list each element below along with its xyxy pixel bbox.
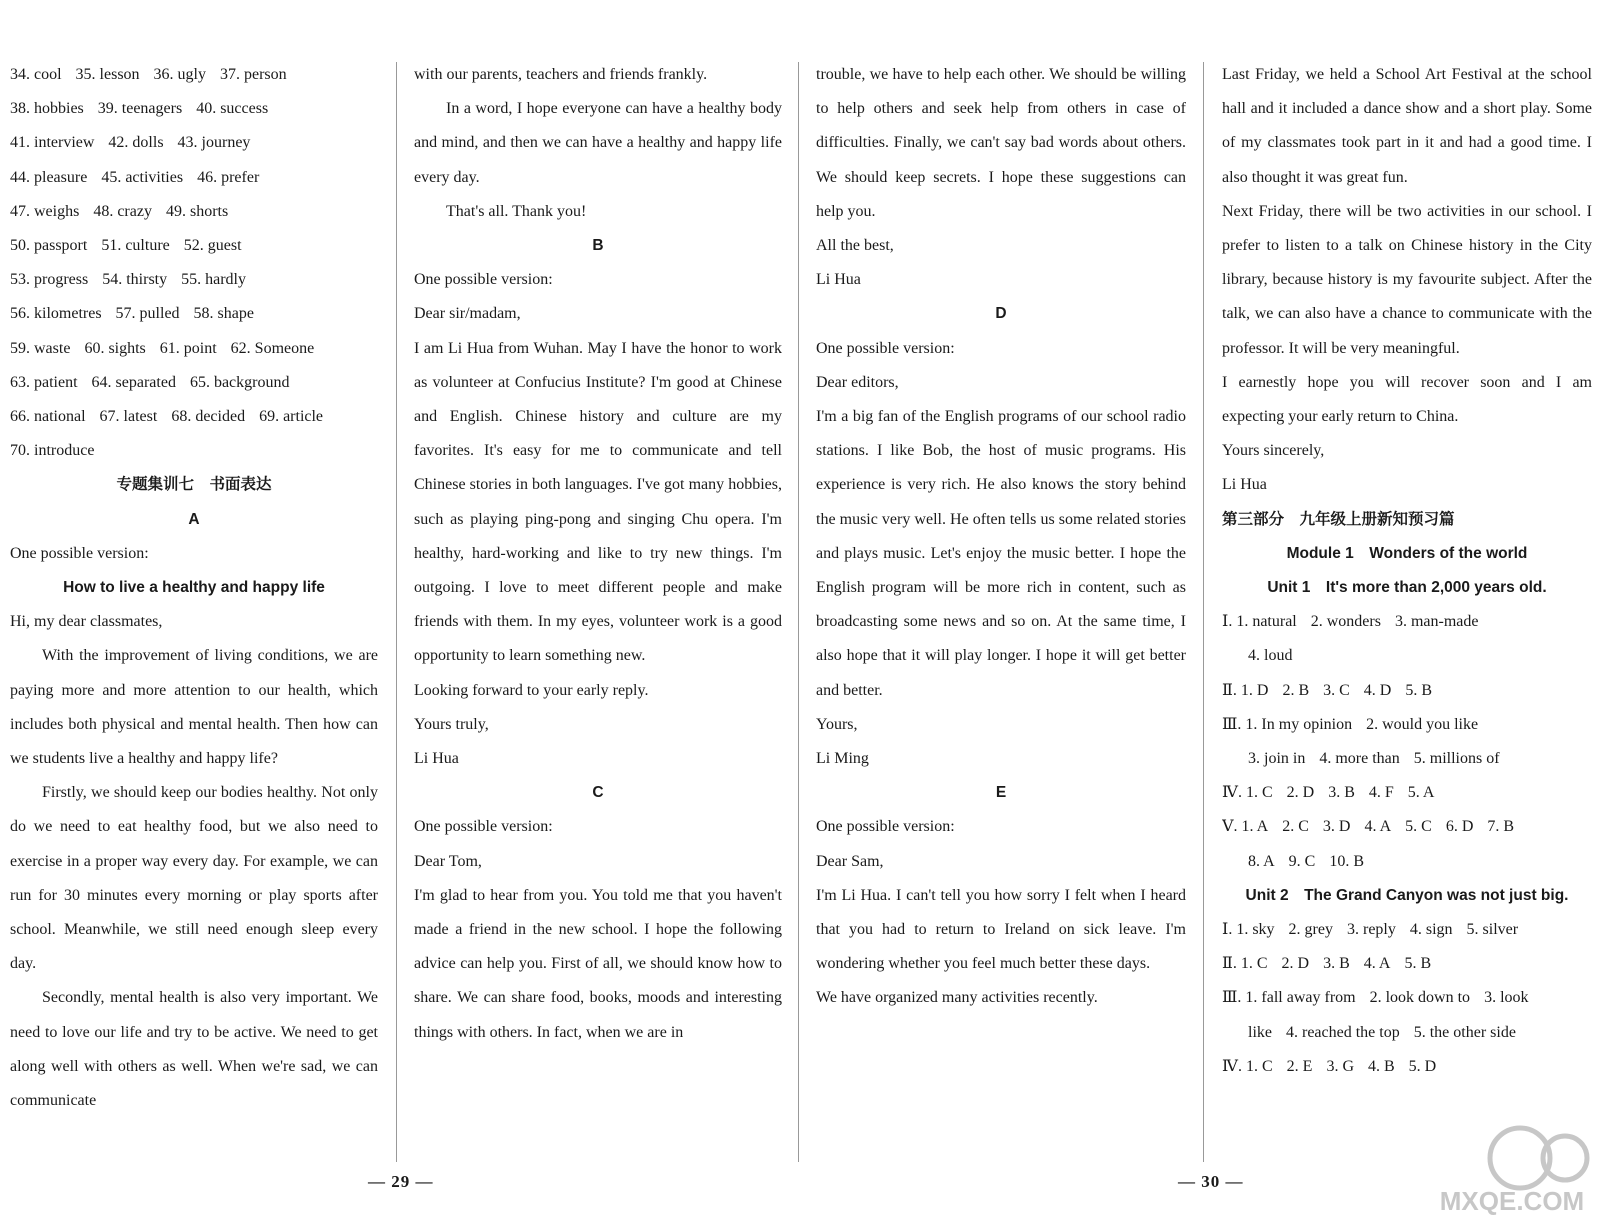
letter-heading: C xyxy=(592,784,604,802)
answer-item: 2. C xyxy=(1282,818,1309,836)
answer-item: 2. D xyxy=(1286,784,1315,802)
version-label: One possible version: xyxy=(816,339,955,357)
paragraph: That's all. Thank you! xyxy=(446,202,587,220)
watermark-logo xyxy=(1420,1118,1600,1223)
greeting: Dear Tom, xyxy=(414,852,482,870)
paragraph: I earnestly hope you will recover soon and I am expecting your early return to China. xyxy=(1222,373,1592,426)
answer-item: 39. teenagers xyxy=(97,100,183,118)
closing: Looking forward to your early reply. xyxy=(414,681,649,699)
paragraph: Secondly, mental health is also very important. We need to love our life and try to be active. We need to get along well with others as well. When we're sad, we can communicate xyxy=(10,989,378,1110)
answer-item: 55. hardly xyxy=(181,271,246,289)
answer-row xyxy=(10,263,378,297)
answer-item: 45. activities xyxy=(101,168,184,186)
answer-item: 5. C xyxy=(1405,818,1432,836)
answer-row xyxy=(10,58,378,92)
paragraph: with our parents, teachers and friends frankly. xyxy=(414,66,708,83)
version-label: One possible version: xyxy=(414,271,553,289)
column-2 xyxy=(414,58,782,1168)
unit-title: Unit 1 It's more than 2,000 years old. xyxy=(1267,579,1547,597)
unit2-answers xyxy=(1222,913,1592,1084)
letter-heading: D xyxy=(995,305,1007,323)
version-label: One possible version: xyxy=(10,544,149,562)
answer-row xyxy=(10,92,378,126)
module-title: Module 1 Wonders of the world xyxy=(1286,544,1528,562)
answer-item: 7. B xyxy=(1487,818,1515,836)
answer-row xyxy=(1222,674,1592,708)
signoff: Yours truly, xyxy=(414,715,489,733)
answer-row xyxy=(1222,1016,1592,1050)
unit-title: Unit 2 The Grand Canyon was not just big. xyxy=(1245,886,1569,904)
answer-item: Ⅰ. 1. sky xyxy=(1222,921,1275,939)
answer-item: 4. reached the top xyxy=(1286,1023,1400,1041)
answer-item: 54. thirsty xyxy=(102,271,168,289)
answer-item: 2. look down to xyxy=(1369,989,1471,1007)
answer-item: Ⅳ. 1. C xyxy=(1222,1057,1273,1075)
answer-item: Ⅴ. 1. A xyxy=(1222,818,1269,836)
answer-row xyxy=(1222,776,1592,810)
column-divider xyxy=(798,62,799,1162)
answer-item: 3. reply xyxy=(1346,921,1396,939)
signature: Li Hua xyxy=(1222,476,1267,494)
signature: Li Hua xyxy=(414,750,459,768)
page-number-right: — 30 — xyxy=(1178,1172,1244,1191)
answer-item: 66. national xyxy=(10,408,86,426)
answer-item: 4. F xyxy=(1368,784,1394,802)
answer-row xyxy=(1222,845,1592,879)
signoff: All the best, xyxy=(816,237,894,255)
answer-item: 4. B xyxy=(1368,1057,1395,1075)
answer-row xyxy=(1222,742,1592,776)
answer-row xyxy=(1222,981,1592,1015)
answer-item: 3. look xyxy=(1484,989,1529,1007)
answer-item: 52. guest xyxy=(183,237,242,255)
answer-item: 43. journey xyxy=(177,134,251,152)
answer-row xyxy=(10,366,378,400)
answer-item: 53. progress xyxy=(10,271,89,289)
answer-item: 5. B xyxy=(1404,955,1432,973)
answer-item: 38. hobbies xyxy=(10,100,84,118)
answer-row xyxy=(10,332,378,366)
letter-heading: A xyxy=(188,510,200,528)
answer-item: Ⅲ. 1. fall away from xyxy=(1222,989,1356,1007)
paragraph: We have organized many activities recently. xyxy=(816,989,1098,1007)
answer-item: 57. pulled xyxy=(115,305,180,323)
paragraph: Last Friday, we held a School Art Festival at the school hall and it included a dance show and a short play. Some of my classmates took part in it and had a good time. I also thought it was great fun. xyxy=(1222,66,1592,186)
answer-item: Ⅰ. 1. natural xyxy=(1222,613,1297,631)
answer-item: 46. prefer xyxy=(197,168,260,186)
answer-item: 5. B xyxy=(1405,681,1433,699)
answer-item: 4. A xyxy=(1363,955,1391,973)
answer-item: 65. background xyxy=(189,373,290,391)
answer-item: 40. success xyxy=(196,100,269,118)
answer-row xyxy=(10,195,378,229)
answer-item: 2. wonders xyxy=(1310,613,1381,631)
unit1-answers xyxy=(1222,605,1592,879)
column-4 xyxy=(1222,58,1592,1168)
answer-item: 35. lesson xyxy=(75,66,140,83)
answer-item: Ⅳ. 1. C xyxy=(1222,784,1273,802)
answer-item: 3. B xyxy=(1328,784,1355,802)
answer-row xyxy=(10,161,378,195)
answer-row xyxy=(10,297,378,331)
answer-row xyxy=(1222,639,1592,673)
answer-item: Ⅱ. 1. C xyxy=(1222,955,1268,973)
answer-item: 60. sights xyxy=(84,339,146,357)
answer-item: 10. B xyxy=(1329,852,1365,870)
answer-item: 68. decided xyxy=(171,408,246,426)
paragraph: Next Friday, there will be two activities in our school. I prefer to listen to a talk on Chinese history in the City library, because history is my favourite subject. After the talk, we can also have a chance to communicate with the professor. It will be very meaningful. xyxy=(1222,202,1592,357)
answer-item: 8. A xyxy=(1248,852,1275,870)
answer-item: 69. article xyxy=(259,408,324,426)
version-label: One possible version: xyxy=(414,818,553,836)
answer-item: 2. D xyxy=(1281,955,1310,973)
answer-item: 62. Someone xyxy=(230,339,315,357)
letter-heading: E xyxy=(995,784,1007,802)
answer-row xyxy=(10,126,378,160)
essay-title: How to live a healthy and happy life xyxy=(63,579,325,597)
signature: Li Ming xyxy=(816,750,869,768)
paragraph: I am Li Hua from Wuhan. May I have the honor to work as volunteer at Confucius Institute? I'm good at Chinese and English. Chinese history and culture are my favorites. It's easy for me to communicate and tell Chinese stories in both languages. I've got many hobbies, such as playing ping-pong and singing Chu opera. I'm healthy, hard-working and like to try new things. I'm outgoing. I love to meet different people and make friends with them. In my eyes, volunteer work is a good opportunity to learn something new. xyxy=(414,339,782,665)
answer-item: 59. waste xyxy=(10,339,71,357)
answer-item: 3. G xyxy=(1326,1057,1354,1075)
paragraph: I'm a big fan of the English programs of our school radio stations. I like Bob, the host of music programs. His experience is very rich. He also knows the story behind the music very well. He often tells us some related stories and plays music. Let's enjoy the music better. I hope the English program will be more rich in content, such as broadcasting some news and so on. At the same time, I also hope that it will play longer. I hope it will get better and better. xyxy=(816,408,1186,699)
answer-row xyxy=(1222,947,1592,981)
answer-item: 5. the other side xyxy=(1413,1023,1516,1041)
answer-list xyxy=(10,58,378,468)
answer-item: 6. D xyxy=(1445,818,1474,836)
greeting: Dear editors, xyxy=(816,373,899,391)
signature: Li Hua xyxy=(816,271,861,289)
answer-row xyxy=(10,434,378,468)
answer-row xyxy=(10,400,378,434)
paragraph: trouble, we have to help each other. We should be willing to help others and seek help from others in case of difficulties. Finally, we can't say bad words about others. We should keep secrets. I hope these suggestions can help you. xyxy=(816,66,1186,220)
answer-item: 9. C xyxy=(1288,852,1316,870)
answer-item: 2. B xyxy=(1282,681,1310,699)
answer-item: 50. passport xyxy=(10,237,88,255)
answer-item: 3. C xyxy=(1323,681,1350,699)
signoff: Yours sincerely, xyxy=(1222,442,1325,460)
greeting: Hi, my dear classmates, xyxy=(10,613,163,631)
column-divider xyxy=(396,62,397,1162)
answer-item: 4. D xyxy=(1363,681,1392,699)
answer-row xyxy=(10,229,378,263)
answer-item: 3. man-made xyxy=(1394,613,1479,631)
answer-item: 4. more than xyxy=(1319,750,1400,768)
paragraph: With the improvement of living conditions, we are paying more and more attention to our health, which includes both physical and mental health. Then how can we students live a healthy and happy life? xyxy=(10,647,378,768)
letter-heading: B xyxy=(592,237,604,255)
answer-row xyxy=(1222,605,1592,639)
section-title: 专题集训七 书面表达 xyxy=(116,476,272,494)
svg-text:MXQE.COM: MXQE.COM xyxy=(1439,1186,1585,1216)
answer-item: 51. culture xyxy=(101,237,170,255)
answer-item: 64. separated xyxy=(91,373,176,391)
greeting: Dear Sam, xyxy=(816,852,884,870)
answer-item: Ⅱ. 1. D xyxy=(1222,681,1269,699)
paragraph: In a word, I hope everyone can have a healthy body and mind, and then we can have a healthy and happy life every day. xyxy=(414,100,782,186)
paragraph: Firstly, we should keep our bodies healthy. Not only do we need to eat healthy food, but we also need to exercise in a proper way every day. For example, we can run for 30 minutes every morning or play sports after school. Meanwhile, we still need enough sleep every day. xyxy=(10,784,378,973)
answer-row xyxy=(1222,1050,1592,1084)
answer-item: Ⅲ. 1. In my opinion xyxy=(1222,715,1353,733)
answer-item: 41. interview xyxy=(10,134,95,152)
answer-item: 37. person xyxy=(220,66,287,83)
answer-item: 70. introduce xyxy=(10,442,95,460)
answer-item: 2. would you like xyxy=(1366,715,1479,733)
column-divider xyxy=(1203,62,1204,1162)
answer-item: 3. B xyxy=(1323,955,1350,973)
paragraph: I'm glad to hear from you. You told me that you haven't made a friend in the new school. I hope the following advice can help you. First of all, we should know how to share. We can share food, books, moods and interesting things with others. In fact, when we are in xyxy=(414,886,782,1041)
answer-item: 5. silver xyxy=(1466,921,1519,939)
answer-item: 48. crazy xyxy=(93,202,152,220)
answer-item: 56. kilometres xyxy=(10,305,102,323)
answer-item: 3. join in xyxy=(1248,750,1306,768)
paragraph: I'm Li Hua. I can't tell you how sorry I felt when I heard that you had to return to Ireland on sick leave. I'm wondering whether you feel much better these days. xyxy=(816,886,1186,973)
column-3 xyxy=(816,58,1186,1168)
answer-item: 63. patient xyxy=(10,373,78,391)
answer-item: 36. ugly xyxy=(153,66,206,83)
version-label: One possible version: xyxy=(816,818,955,836)
answer-row xyxy=(1222,708,1592,742)
answer-row xyxy=(1222,810,1592,844)
answer-item: 5. millions of xyxy=(1413,750,1500,768)
answer-item: 5. D xyxy=(1408,1057,1437,1075)
answer-item: 58. shape xyxy=(193,305,254,323)
answer-item: 4. A xyxy=(1364,818,1392,836)
answer-item: 2. grey xyxy=(1288,921,1333,939)
answer-item: 67. latest xyxy=(99,408,158,426)
answer-item: 49. shorts xyxy=(165,202,229,220)
answer-item: 4. sign xyxy=(1409,921,1453,939)
answer-item: 61. point xyxy=(159,339,217,357)
part-title: 第三部分 九年级上册新知预习篇 xyxy=(1222,510,1455,528)
greeting: Dear sir/madam, xyxy=(414,305,521,323)
answer-row xyxy=(1222,913,1592,947)
column-1 xyxy=(10,58,378,1168)
page-number-left: — 29 — xyxy=(368,1172,434,1191)
signoff: Yours, xyxy=(816,715,858,733)
answer-item: 47. weighs xyxy=(10,202,80,220)
answer-item: 2. E xyxy=(1286,1057,1313,1075)
answer-item: 42. dolls xyxy=(108,134,164,152)
answer-item: 3. D xyxy=(1322,818,1351,836)
answer-item: like xyxy=(1248,1023,1272,1041)
answer-item: 34. cool xyxy=(10,66,62,83)
answer-item: 5. A xyxy=(1407,784,1435,802)
answer-item: 44. pleasure xyxy=(10,168,88,186)
answer-item: 4. loud xyxy=(1248,647,1293,665)
